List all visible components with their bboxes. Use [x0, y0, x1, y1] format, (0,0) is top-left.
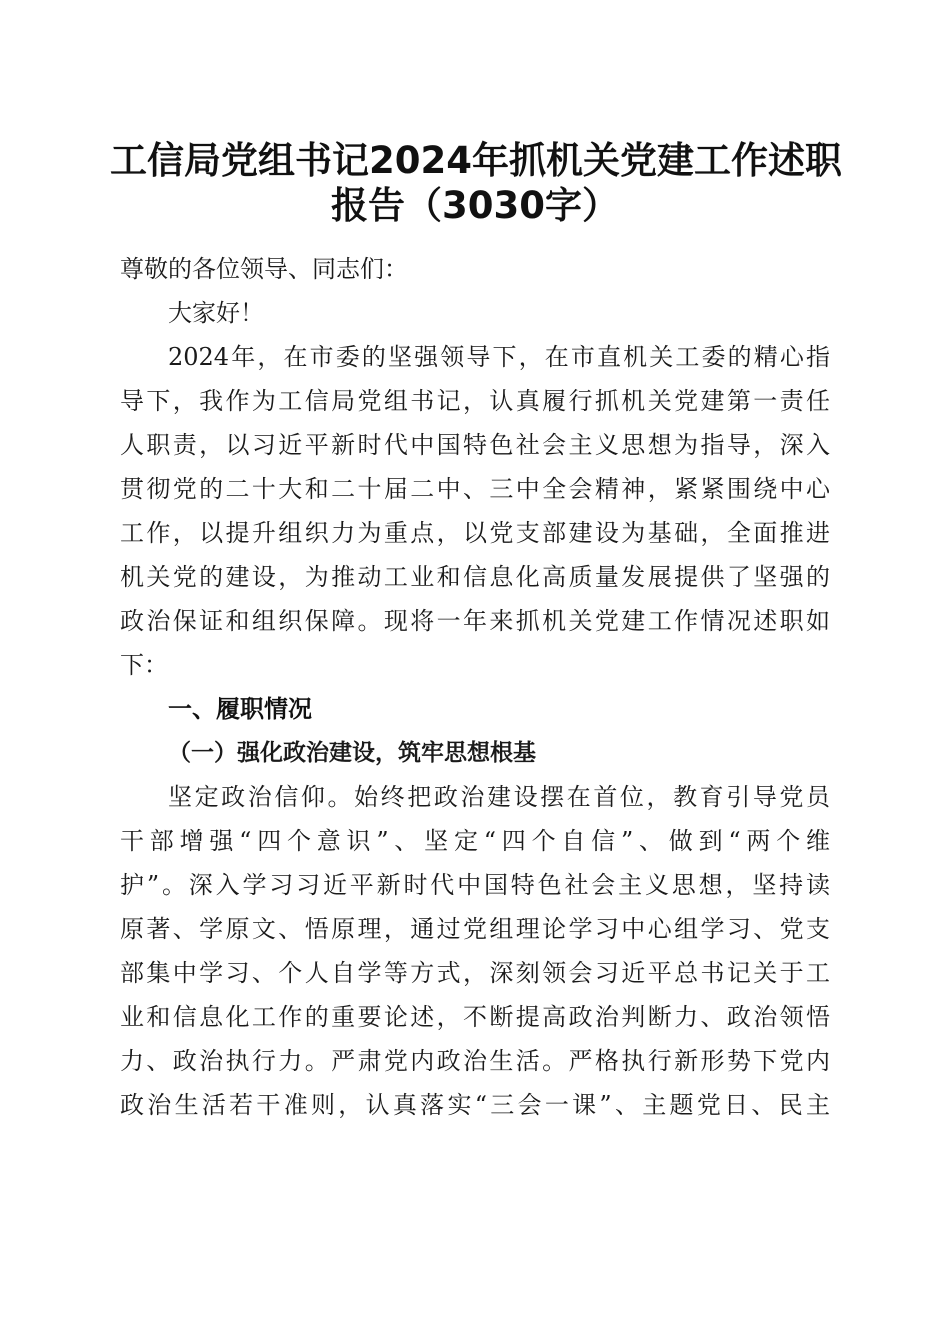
- body-paragraph-line: 干部增强“四个意识”、坚定“四个自信”、做到“两个维: [120, 827, 830, 855]
- intro-paragraph-line: 下：: [120, 651, 168, 679]
- document-title-line-1: 工信局党组书记2024年抓机关党建工作述职: [110, 139, 842, 182]
- intro-paragraph-line: 导下，我作为工信局党组书记，认真履行抓机关党建第一责任: [120, 387, 830, 415]
- body-paragraph-line: 部集中学习、个人自学等方式，深刻领会习近平总书记关于工: [120, 959, 830, 987]
- document-title-line-2: 报告（3030字）: [331, 184, 619, 227]
- salutation: 尊敬的各位领导、同志们：: [120, 255, 408, 283]
- body-paragraph-line: 护”。深入学习习近平新时代中国特色社会主义思想，坚持读: [120, 871, 830, 899]
- body-paragraph-line: 原著、学原文、悟原理，通过党组理论学习中心组学习、党支: [120, 915, 830, 943]
- intro-paragraph-line: 2024年，在市委的坚强领导下，在市直机关工委的精心指: [168, 343, 830, 371]
- body-paragraph-line: 坚定政治信仰。始终把政治建设摆在首位，教育引导党员: [168, 783, 830, 811]
- intro-paragraph-line: 工作，以提升组织力为重点，以党支部建设为基础，全面推进: [120, 519, 830, 547]
- intro-paragraph-line: 机关党的建设，为推动工业和信息化高质量发展提供了坚强的: [120, 563, 830, 591]
- subsection-heading: （一）强化政治建设，筑牢思想根基: [168, 739, 536, 766]
- body-paragraph-line: 业和信息化工作的重要论述，不断提高政治判断力、政治领悟: [120, 1003, 830, 1031]
- intro-paragraph-line: 政治保证和组织保障。现将一年来抓机关党建工作情况述职如: [120, 607, 830, 635]
- intro-paragraph-line: 贯彻党的二十大和二十届二中、三中全会精神，紧紧围绕中心: [120, 475, 830, 503]
- greeting: 大家好！: [168, 299, 264, 327]
- intro-paragraph-line: 人职责，以习近平新时代中国特色社会主义思想为指导，深入: [120, 431, 830, 459]
- body-paragraph-line: 力、政治执行力。严肃党内政治生活。严格执行新形势下党内: [120, 1047, 830, 1075]
- body-paragraph-line: 政治生活若干准则，认真落实“三会一课”、主题党日、民主: [120, 1091, 830, 1119]
- section-heading: 一、履职情况: [168, 695, 312, 723]
